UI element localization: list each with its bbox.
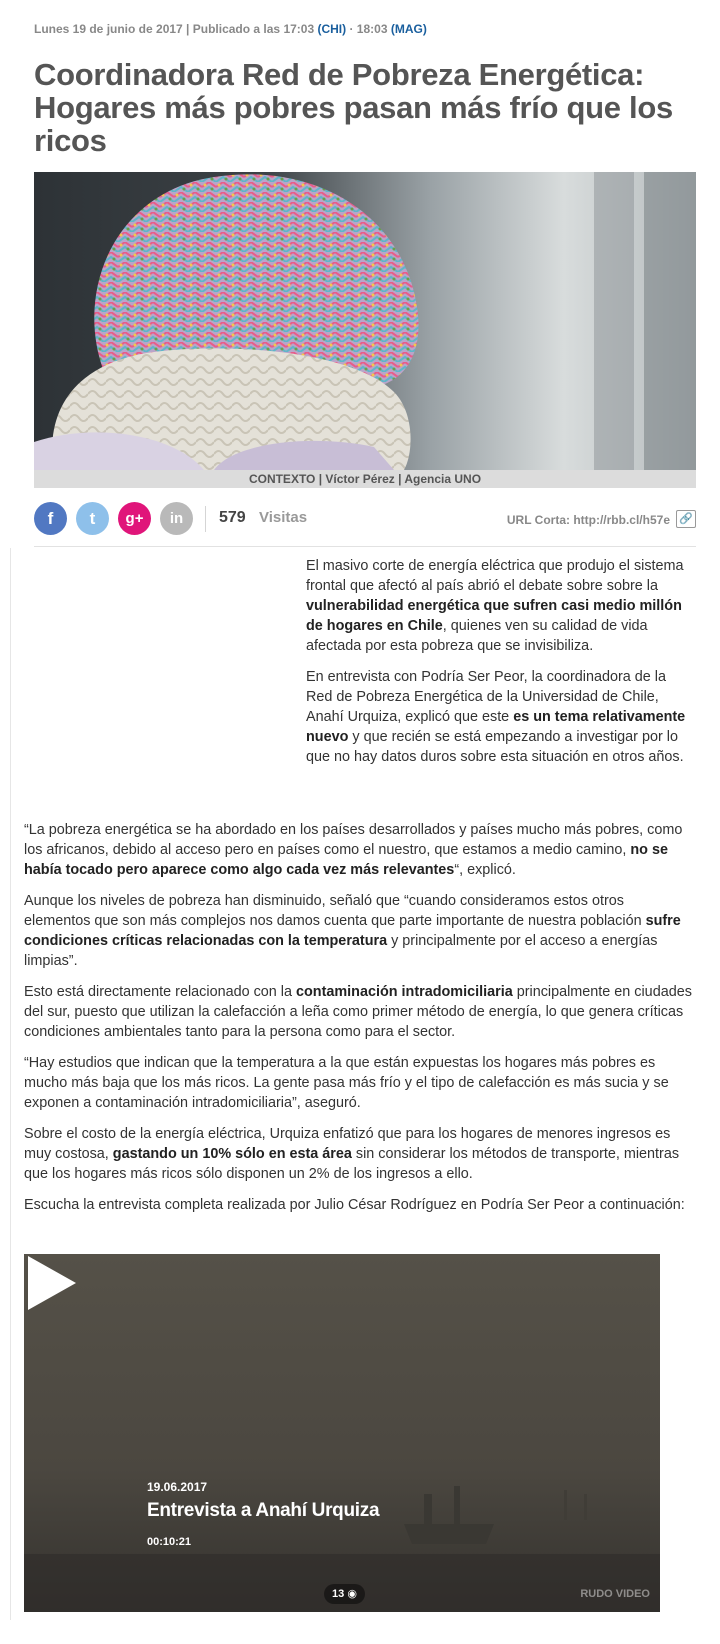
text-run: , quienes ven su calidad de vida afectada por esta pobreza que se invisibiliza.: [306, 618, 648, 654]
emphasis-text: contaminación intradomiciliaria: [295, 984, 513, 1000]
text-run: sin considerar los métodos de transporte, mientras que los hogares más ricos sólo disponen un 2% de los ingresos a ello.: [24, 1146, 680, 1182]
paragraph: [24, 1124, 694, 1184]
divider: [205, 506, 206, 532]
article-meta: [34, 22, 427, 36]
video-date: 19.06.2017: [147, 1480, 208, 1494]
paragraph: [24, 982, 694, 1042]
text-run: En entrevista con Podría Ser Peor, la coordinadora de la Red de Pobreza Energética de la Universidad de Chile, Anahí Urquiza, explicó que este: [306, 669, 666, 725]
googleplus-share-icon[interactable]: g+: [118, 502, 151, 535]
text-run: Escucha la entrevista completa realizada por Julio César Rodríguez en Podría Ser Peor a continuación:: [24, 1197, 685, 1213]
short-url[interactable]: URL Corta: http://rbb.cl/h57e: [506, 513, 670, 527]
hero-image: [34, 172, 696, 470]
video-player[interactable]: [24, 1254, 660, 1612]
publish-date: Lunes 19 de junio de 2017: [34, 22, 183, 36]
video-title[interactable]: Entrevista a Anahí Urquiza: [147, 1500, 380, 1521]
text-run: El masivo corte de energía eléctrica que produjo el sistema frontal que afectó al país abrió el debate sobre sobre la: [306, 558, 684, 594]
twitter-share-icon[interactable]: t: [76, 502, 109, 535]
text-run: principalmente en ciudades del sur, puesto que utilizan la calefacción a leña como primer método de energía, lo que genera críticas condiciones ambientales tanto para la persona como para el sector.: [24, 984, 692, 1040]
video-brand: RUDO VIDEO: [580, 1588, 650, 1600]
text-run: “La pobreza energética se ha abordado en los países desarrollados y países mucho más pobres, como los africanos, debido al acceso pero en países como el nuestro, que estamos a medio camino,: [24, 822, 683, 858]
emphasis-text: gastando un 10% sólo en esta área: [112, 1146, 352, 1162]
image-caption: CONTEXTO | Víctor Pérez | Agencia UNO: [34, 470, 696, 488]
emphasis-text: no se había tocado pero aparece como algo cada vez más relevantes: [24, 842, 668, 878]
text-run: “Hay estudios que indican que la temperatura a la que están expuestas los hogares más pobres es mucho más baja que los más ricos. La gente pasa más frío y el tipo de calefacción es más sucia y se exponen a contaminación intradomiciliaria”, aseguró.: [24, 1055, 669, 1111]
paragraph: [306, 556, 692, 656]
video-duration: 00:10:21: [147, 1536, 192, 1548]
linkedin-share-icon[interactable]: in: [160, 502, 193, 535]
text-run: “, explicó.: [454, 862, 516, 878]
emphasis-text: es un tema relativamente nuevo: [306, 709, 686, 745]
article-title: Coordinadora Red de Pobreza Energética: Hogares más pobres pasan más frío que los ricos: [34, 57, 673, 158]
facebook-share-icon[interactable]: f: [34, 502, 67, 535]
paragraph: [24, 1195, 694, 1215]
paragraph: [24, 820, 694, 880]
emphasis-text: sufre condiciones críticas relacionadas con la temperatura: [24, 913, 681, 949]
tag-chi-link[interactable]: (CHI): [317, 22, 347, 36]
divider: [34, 546, 696, 547]
text-run: Aunque los niveles de pobreza han disminuido, señaló que “cuando consideramos estos otros elementos que son más complejos nos damos cuenta que parte importante de nuestra población: [24, 893, 646, 929]
column-rule: [10, 548, 11, 1620]
text-run: Esto está directamente relacionado con la: [24, 984, 296, 1000]
article-body-top: [306, 556, 692, 778]
publish-time: | Publicado a las 17:03: [182, 22, 318, 36]
paragraph: [24, 1053, 694, 1113]
paragraph: [306, 667, 692, 767]
tag-mag-link[interactable]: (MAG): [390, 22, 427, 36]
share-bar: [34, 502, 696, 536]
video-thumbnail: [24, 1254, 660, 1612]
text-run: Sobre el costo de la energía eléctrica, Urquiza enfatizó que para los hogares de menores ingresos es muy costosa,: [24, 1126, 671, 1162]
text-run: y que recién se está empezando a investigar por lo que no hay datos duros sobre esta situación en otros años.: [306, 729, 684, 765]
emphasis-text: vulnerabilidad energética que sufren casi medio millón de hogares en Chile: [306, 598, 682, 634]
paragraph: [24, 891, 694, 971]
view-count-value: 13: [332, 1588, 345, 1600]
text-run: y principalmente por el acceso a energías limpias”.: [24, 933, 658, 969]
play-icon[interactable]: [24, 1254, 80, 1312]
article-body: [24, 820, 694, 1226]
visits-label: Visitas: [259, 509, 308, 526]
video-view-count: [324, 1584, 365, 1604]
eye-icon: ◉: [347, 1588, 357, 1600]
visits-count: 579: [219, 509, 246, 526]
link-icon[interactable]: 🔗: [676, 510, 696, 528]
update-time: · 18:03: [346, 22, 391, 36]
